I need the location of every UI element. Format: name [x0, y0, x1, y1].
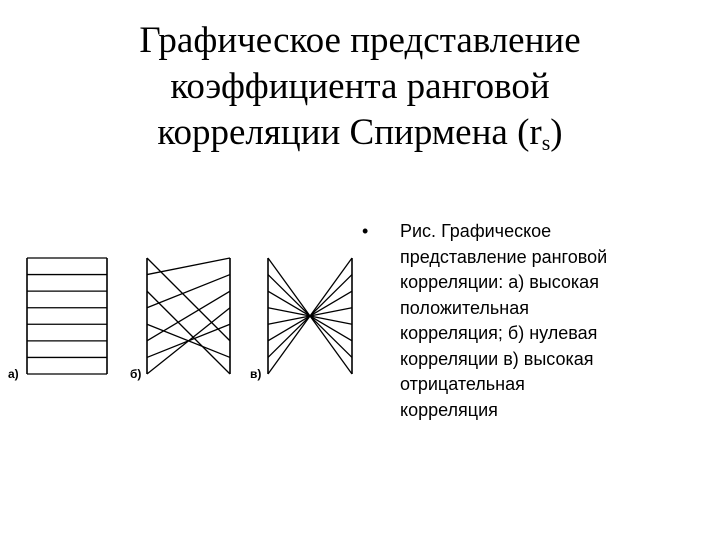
panel-b-rank-link-3	[147, 291, 230, 374]
panel-b-zero	[147, 258, 230, 374]
caption-text: Рис. Графическое представление ранговой корреляции: а) высокая положительная корреляция; б) нулевая корреляции в) высокая отрицательная корреляция	[400, 221, 608, 420]
panel-b-rank-link-4	[147, 275, 230, 308]
title-line-3-prefix: корреляции Спирмена (r	[157, 112, 542, 153]
panel-c-high-negative	[268, 258, 352, 374]
title-subscript: s	[541, 130, 551, 155]
panel-b-rank-link-8	[147, 308, 230, 374]
title-line-2: коэффициента ранговой	[170, 66, 550, 107]
figure-caption	[362, 219, 662, 423]
panel-b-rank-link-1	[147, 258, 230, 341]
bullet-icon: •	[362, 221, 369, 241]
panel-a-high-positive	[27, 258, 107, 374]
title-line-1: Графическое представление	[139, 20, 581, 61]
panel-b-label: б)	[130, 367, 142, 381]
rank-correlation-figure	[0, 240, 360, 410]
slide-title	[60, 18, 660, 156]
title-line-3	[60, 110, 660, 156]
panel-b-rank-link-2	[147, 258, 230, 275]
panel-a-label: а)	[8, 367, 19, 381]
panel-c-label: в)	[250, 367, 262, 381]
title-line-3-suffix: )	[550, 112, 563, 153]
